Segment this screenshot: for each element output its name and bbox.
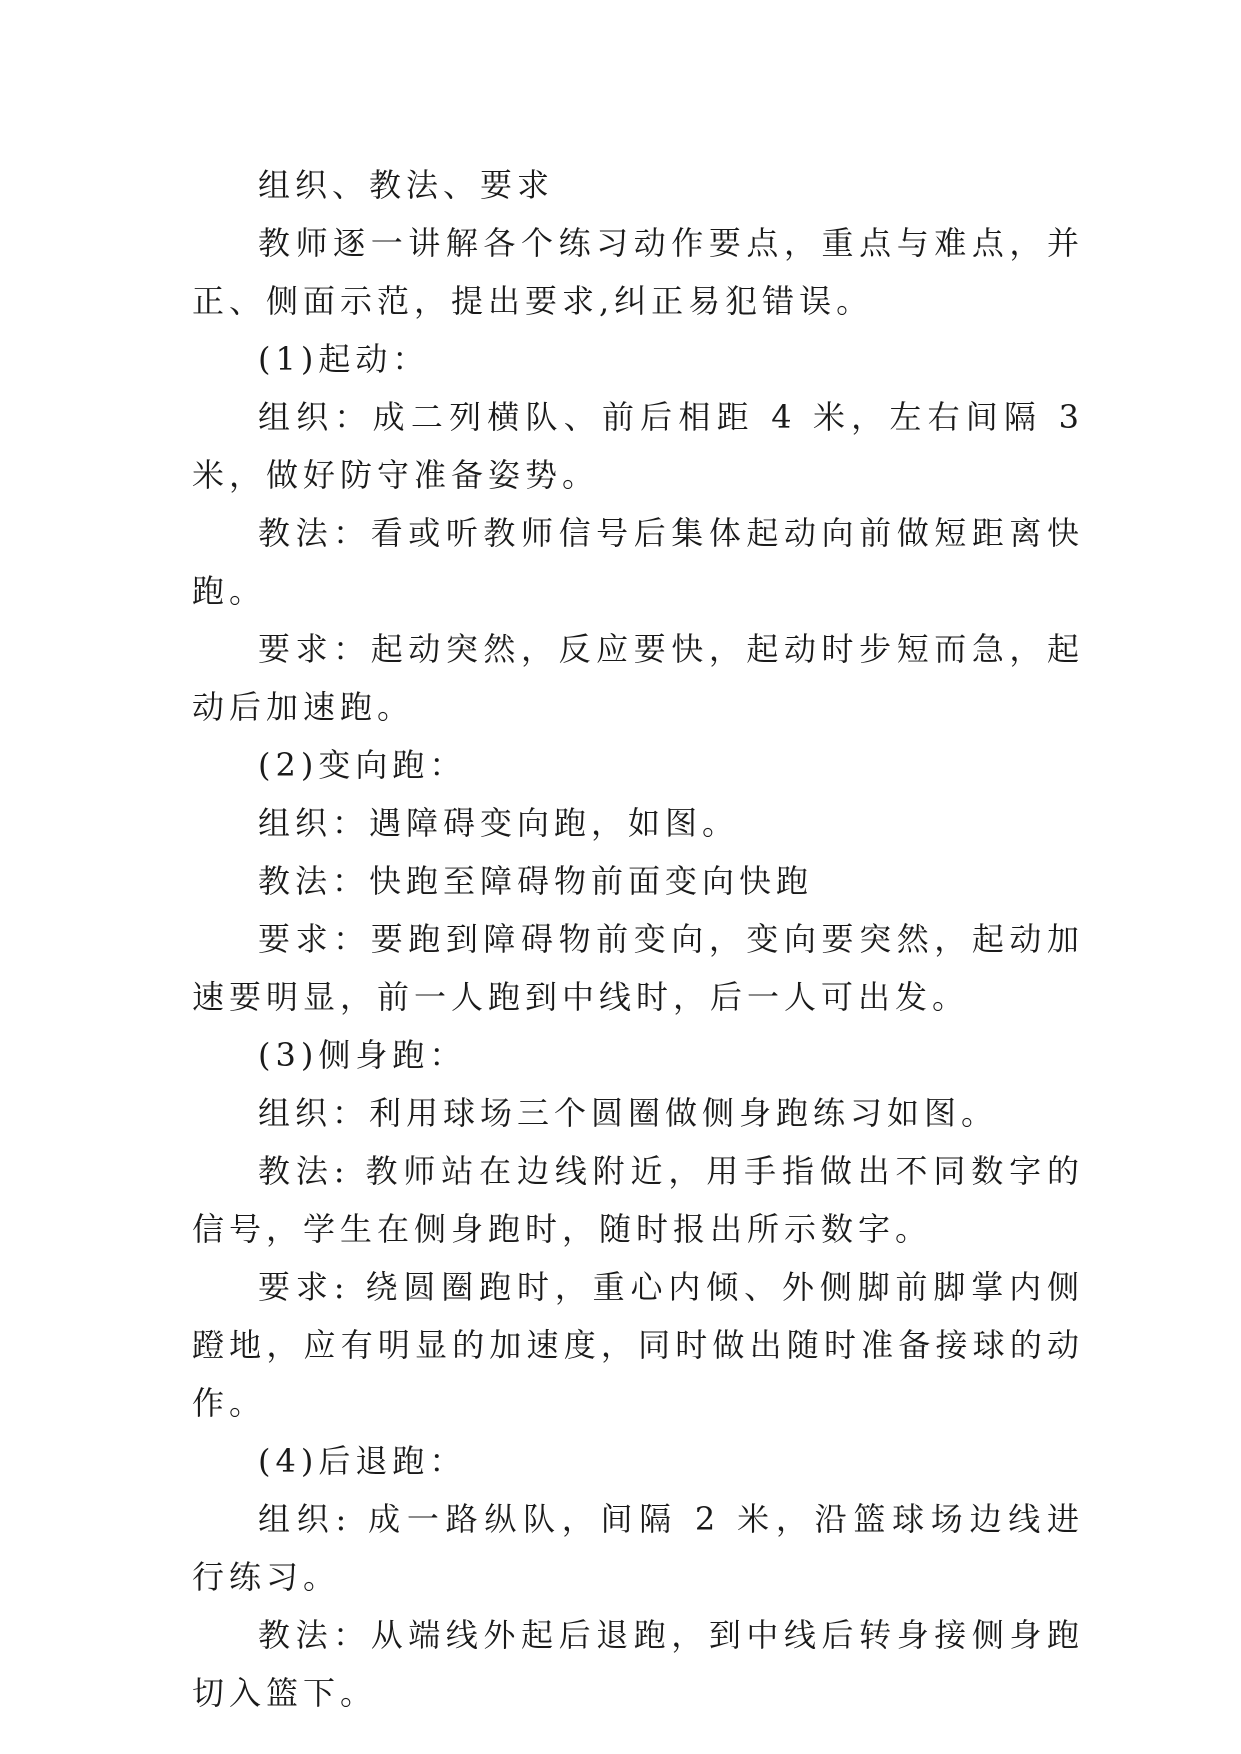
intro-paragraph: 教师逐一讲解各个练习动作要点，重点与难点，并正、侧面示范，提出要求,纠正易犯错误。 — [192, 224, 1084, 320]
item-4-heading: (4)后退跑： — [258, 1442, 467, 1480]
item-3-organization: 组织：利用球场三个圆圈做侧身跑练习如图。 — [258, 1094, 999, 1132]
item-2-requirement: 要求：要跑到障碍物前变向，变向要突然，起动加速要明显，前一人跑到中线时，后一人可出发。 — [192, 920, 1084, 1016]
section-heading: 组织、教法、要求 — [258, 166, 555, 204]
item-4-method: 教法：从端线外起后退跑，到中线后转身接侧身跑切入篮下。 — [192, 1616, 1084, 1712]
item-1-organization: 组织：成二列横队、前后相距 4 米，左右间隔 3 米，做好防守准备姿势。 — [192, 398, 1084, 494]
item-3-requirement: 要求: 绕圆圈跑时，重心内倾、外侧脚前脚掌内侧蹬地，应有明显的加速度，同时做出随时准备接球的动作。 — [192, 1268, 1084, 1422]
item-1-method: 教法：看或听教师信号后集体起动向前做短距离快跑。 — [192, 514, 1084, 610]
item-2-organization: 组织：遇障碍变向跑，如图。 — [258, 804, 740, 842]
item-3-heading: (3)侧身跑： — [258, 1036, 467, 1074]
item-2-heading: (2)变向跑： — [258, 746, 467, 784]
item-1-requirement: 要求：起动突然，反应要快，起动时步短而急，起动后加速跑。 — [192, 630, 1084, 726]
item-2-method: 教法：快跑至障碍物前面变向快跑 — [258, 862, 814, 900]
item-4-organization: 组织: 成一路纵队，间隔 2 米，沿篮球场边线进行练习。 — [192, 1500, 1084, 1596]
item-3-method: 教法: 教师站在边线附近，用手指做出不同数字的信号，学生在侧身跑时，随时报出所示数字。 — [192, 1152, 1084, 1248]
document-body — [192, 156, 1084, 1722]
item-1-heading: (1)起动： — [258, 340, 430, 378]
